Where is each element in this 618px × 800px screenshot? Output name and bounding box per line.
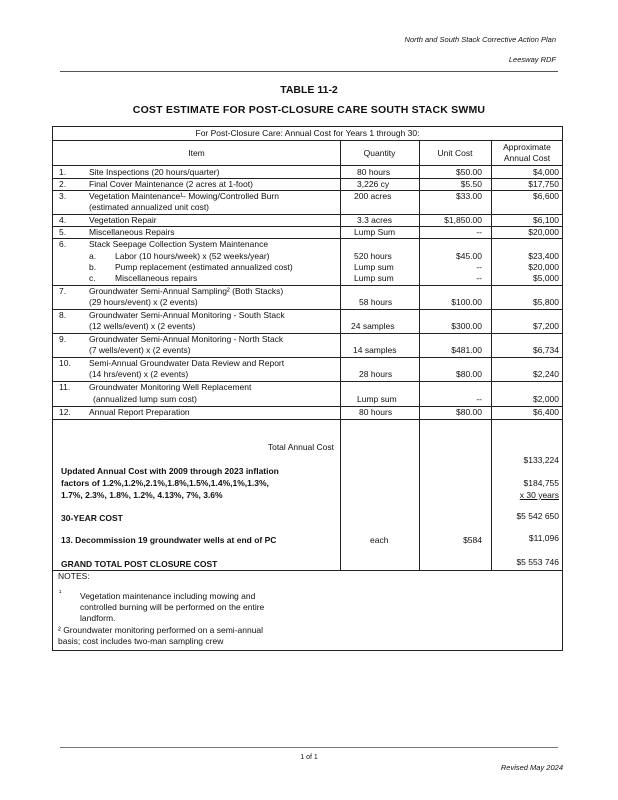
row-unit: $481.00	[451, 345, 482, 355]
header-plan-title: North and South Stack Corrective Action Plan	[404, 35, 556, 44]
total-annual-label: Total Annual Cost	[267, 442, 334, 452]
row-qty: 200 acres	[354, 191, 392, 201]
row-item: Vegetation Repair	[89, 215, 157, 225]
footer-rule	[60, 747, 558, 748]
table-subtitle: COST ESTIMATE FOR POST-CLOSURE CARE SOUTH STACK SWMU	[132, 104, 486, 116]
col-header-quantity: Quantity	[363, 148, 396, 158]
row-qty: Lump sum	[357, 394, 397, 404]
row-annual: $6,100	[533, 215, 559, 225]
updated-cost-value: $184,755	[523, 478, 559, 488]
updated-cost-line3: 1.7%, 2.3%, 1.8%, 1.2%, 4.13%, 7%, 3.6%	[61, 490, 223, 500]
decommission-label: 13. Decommission 19 groundwater wells at end of PC	[61, 535, 277, 545]
decommission-qty: each	[370, 535, 389, 545]
table-caption: For Post-Closure Care: Annual Cost for Years 1 through 30:	[195, 128, 420, 138]
col-header-item: Item	[188, 148, 205, 158]
row-num: 6.	[59, 239, 67, 249]
row-qty: 520 hours	[354, 251, 392, 261]
row-item: Vegetation Maintenance¹- Mowing/Controlled Burn	[89, 191, 279, 201]
row-annual: $6,400	[533, 407, 559, 417]
row-unit: $5.50	[460, 179, 482, 189]
row-item: Miscellaneous Repairs	[89, 227, 175, 237]
grand-total-label: GRAND TOTAL POST CLOSURE COST	[61, 559, 218, 569]
row-unit: $300.00	[451, 321, 482, 331]
row-num: 2.	[59, 179, 67, 189]
row-num: 3.	[59, 191, 67, 201]
row-item: Groundwater Monitoring Well Replacement	[89, 382, 252, 392]
note2-line2: basis; cost includes two-man sampling crew	[58, 636, 224, 646]
row-sub-letter: b.	[89, 262, 97, 272]
updated-cost-line1: Updated Annual Cost with 2009 through 2023 inflation	[61, 466, 279, 476]
row-item-detail: (12 wells/event) x (2 events)	[89, 321, 196, 331]
revised-date: Revised May 2024	[500, 763, 563, 772]
note2-line1: ² Groundwater monitoring performed on a semi-annual	[58, 625, 264, 635]
row-unit: $33.00	[456, 191, 482, 201]
cost-table	[52, 126, 563, 651]
updated-cost-line2: factors of 1.2%,1.2%,2.1%,1.8%,1.5%,1.4%,1%,1.3%,	[61, 478, 269, 488]
row-num: 8.	[59, 310, 67, 320]
row-qty: Lump sum	[354, 273, 394, 283]
row-item: Groundwater Semi-Annual Monitoring - North Stack	[89, 334, 284, 344]
row-num: 9.	[59, 334, 67, 344]
note1-line3: landform.	[80, 613, 116, 623]
row-item-detail: (7 wells/event) x (2 events)	[89, 345, 191, 355]
note1-line2: controlled burning will be performed on the entire	[80, 602, 265, 612]
row-unit: --	[476, 227, 482, 237]
row-annual: $6,600	[533, 191, 559, 201]
row-sub-letter: a.	[89, 251, 97, 261]
header-site-name: Leesway RDF	[508, 55, 556, 64]
row-sub-letter: c.	[89, 273, 96, 283]
row-num: 5.	[59, 227, 67, 237]
row-item: Annual Report Preparation	[89, 407, 190, 417]
row-annual: $5,000	[533, 273, 559, 283]
decommission-unit: $584	[463, 535, 482, 545]
row-unit: --	[476, 262, 482, 272]
row-unit: $50.00	[456, 167, 482, 177]
row-item-detail: (estimated annualized unit cost)	[89, 202, 210, 212]
page-number: 1 of 1	[300, 754, 318, 761]
row-unit: --	[476, 273, 482, 283]
row-num: 10.	[59, 358, 71, 368]
row-annual: $2,240	[533, 369, 559, 379]
row-annual: $4,000	[533, 167, 559, 177]
row-unit: $80.00	[456, 407, 482, 417]
header-rule	[60, 71, 558, 72]
row-item: Site Inspections (20 hours/quarter)	[89, 167, 220, 177]
note1-mark: ¹	[59, 590, 62, 597]
row-qty: 80 hours	[357, 167, 391, 177]
thirty-year-value: $5 542 650	[516, 511, 559, 521]
table-title: TABLE 11-2	[280, 84, 338, 96]
notes-label: NOTES:	[58, 571, 90, 581]
col-header-annual-2: Annual Cost	[503, 153, 551, 163]
updated-cost-years: x 30 years	[519, 490, 559, 500]
row-qty: 80 hours	[359, 407, 393, 417]
row-unit: $100.00	[451, 297, 482, 307]
thirty-year-label: 30-YEAR COST	[61, 513, 123, 523]
row-num: 12.	[59, 407, 71, 417]
row-unit: $80.00	[456, 369, 482, 379]
row-unit: $1,850.00	[444, 215, 482, 225]
row-annual: $2,000	[533, 394, 559, 404]
row-item-detail: (annualized lump sum cost)	[93, 394, 197, 404]
row-qty: 28 hours	[359, 369, 393, 379]
row-sub-item: Pump replacement (estimated annualized cost)	[115, 262, 293, 272]
row-num: 7.	[59, 286, 67, 296]
row-annual: $6,734	[533, 345, 559, 355]
row-qty: 3.3 acres	[357, 215, 392, 225]
row-unit: --	[476, 394, 482, 404]
row-annual: $23,400	[528, 251, 559, 261]
row-qty: 14 samples	[353, 345, 397, 355]
row-item: Groundwater Semi-Annual Sampling² (Both Stacks)	[89, 286, 284, 296]
row-annual: $20,000	[528, 262, 559, 272]
row-item: Groundwater Semi-Annual Monitoring - South Stack	[89, 310, 285, 320]
col-header-unit-cost: Unit Cost	[437, 148, 473, 158]
row-item-detail: (14 hrs/event) x (2 events)	[89, 369, 189, 379]
row-num: 1.	[59, 167, 67, 177]
row-qty: Lump Sum	[354, 227, 396, 237]
total-annual-value: $133,224	[523, 455, 559, 465]
row-item: Final Cover Maintenance (2 acres at 1-foot)	[89, 179, 253, 189]
row-qty: Lump sum	[354, 262, 394, 272]
note1-line1: Vegetation maintenance including mowing and	[80, 591, 256, 601]
row-item-detail: (29 hours/event) x (2 events)	[89, 297, 198, 307]
row-annual: $17,750	[528, 179, 559, 189]
row-sub-item: Labor (10 hours/week) x (52 weeks/year)	[115, 251, 270, 261]
col-header-annual-1: Approximate	[503, 142, 551, 152]
notes-section	[53, 571, 562, 650]
row-qty: 58 hours	[359, 297, 393, 307]
row-annual: $20,000	[528, 227, 559, 237]
row-num: 4.	[59, 215, 67, 225]
row-sub-item: Miscellaneous repairs	[115, 273, 198, 283]
row-item: Stack Seepage Collection System Maintenance	[89, 239, 269, 249]
row-annual: $5,800	[533, 297, 559, 307]
row-qty: 24 samples	[351, 321, 395, 331]
row-qty: 3,226 cy	[357, 179, 390, 189]
row-unit: $45.00	[456, 251, 482, 261]
grand-total-value: $5 553 746	[516, 557, 559, 567]
row-annual: $7,200	[533, 321, 559, 331]
row-item: Semi-Annual Groundwater Data Review and Report	[89, 358, 285, 368]
row-num: 11.	[59, 382, 71, 392]
decommission-value: $11,096	[528, 533, 559, 543]
